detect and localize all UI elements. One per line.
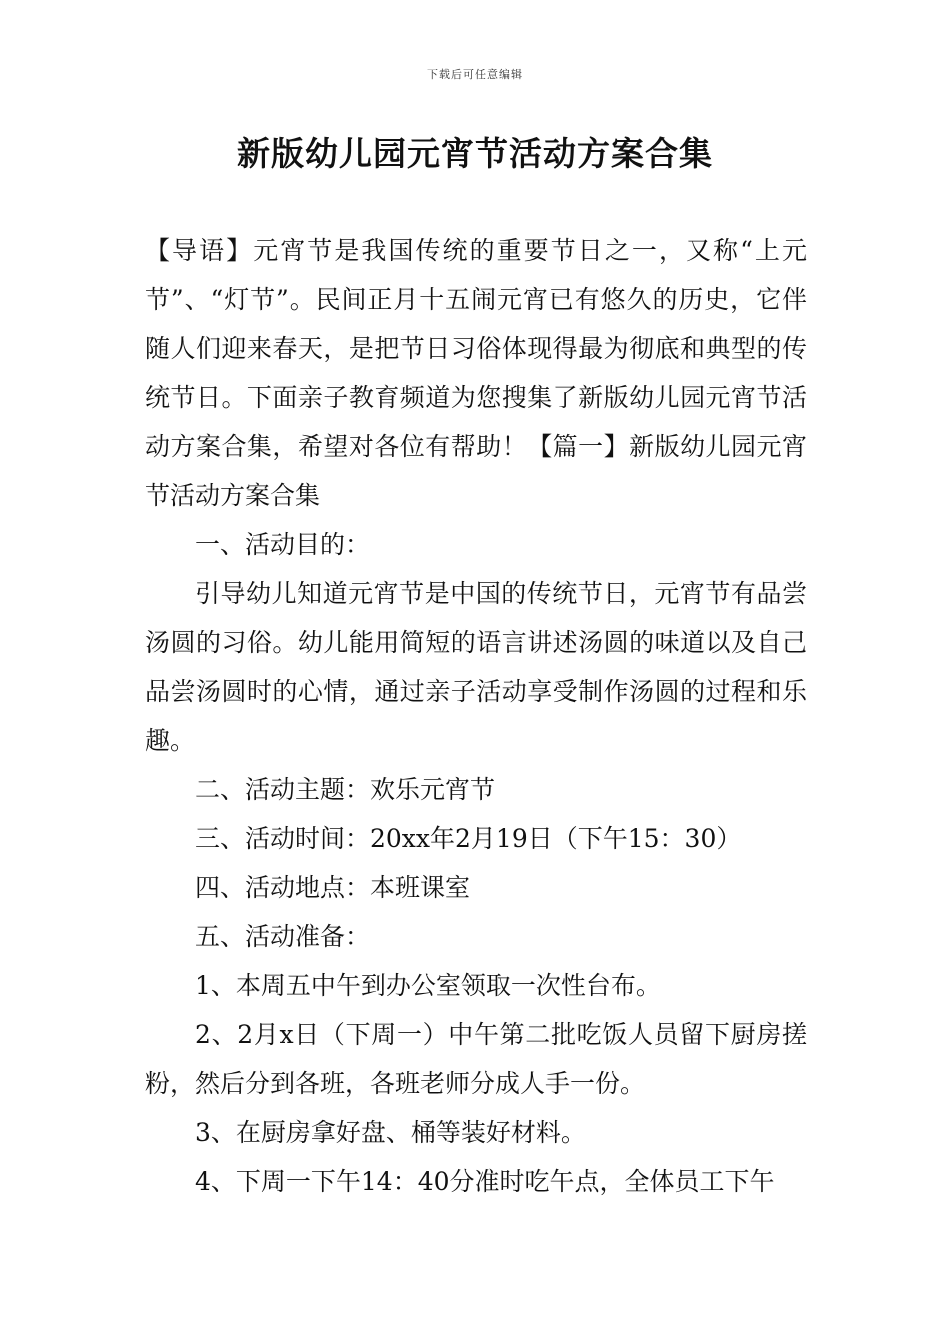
document-body — [145, 226, 807, 1206]
paragraph-prep-item-4: 4、下周一下午14：40分准时吃午点，全体员工下午 — [195, 1167, 775, 1196]
paragraph-section-location: 四、活动地点：本班课室 — [195, 873, 471, 902]
page-header-note: 下载后可任意编辑 — [427, 68, 523, 81]
document-title: 新版幼儿园元宵节活动方案合集 — [237, 134, 713, 173]
paragraph-prep-item-1: 1、本周五中午到办公室领取一次性台布。 — [195, 971, 661, 1000]
paragraph-prep-item-2: 2、2月x日（下周一）中午第二批吃饭人员留下厨房搓粉，然后分到各班，各班老师分成人手一份。 — [145, 1020, 807, 1098]
paragraph-intro: 【导语】元宵节是我国传统的重要节日之一，又称“上元节”、“灯节”。民间正月十五闹元宵已有悠久的历史，它伴随人们迎来春天，是把节日习俗体现得最为彻底和典型的传统节日。下面亲子教育频道为您搜集了新版幼儿园元宵节活动方案合集，希望对各位有帮助！【篇一】新版幼儿园元宵节活动方案合集 — [145, 236, 807, 510]
paragraph-section-time: 三、活动时间：20xx年2月19日（下午15：30） — [195, 824, 742, 853]
paragraph-section-theme: 二、活动主题：欢乐元宵节 — [195, 775, 496, 804]
paragraph-section-purpose: 一、活动目的： — [195, 530, 371, 559]
paragraph-purpose-text: 引导幼儿知道元宵节是中国的传统节日，元宵节有品尝汤圆的习俗。幼儿能用简短的语言讲述汤圆的味道以及自己品尝汤圆时的心情，通过亲子活动享受制作汤圆的过程和乐趣。 — [145, 579, 807, 755]
paragraph-prep-item-3: 3、在厨房拿好盘、桶等装好材料。 — [195, 1118, 586, 1147]
paragraph-section-preparation: 五、活动准备： — [195, 922, 371, 951]
